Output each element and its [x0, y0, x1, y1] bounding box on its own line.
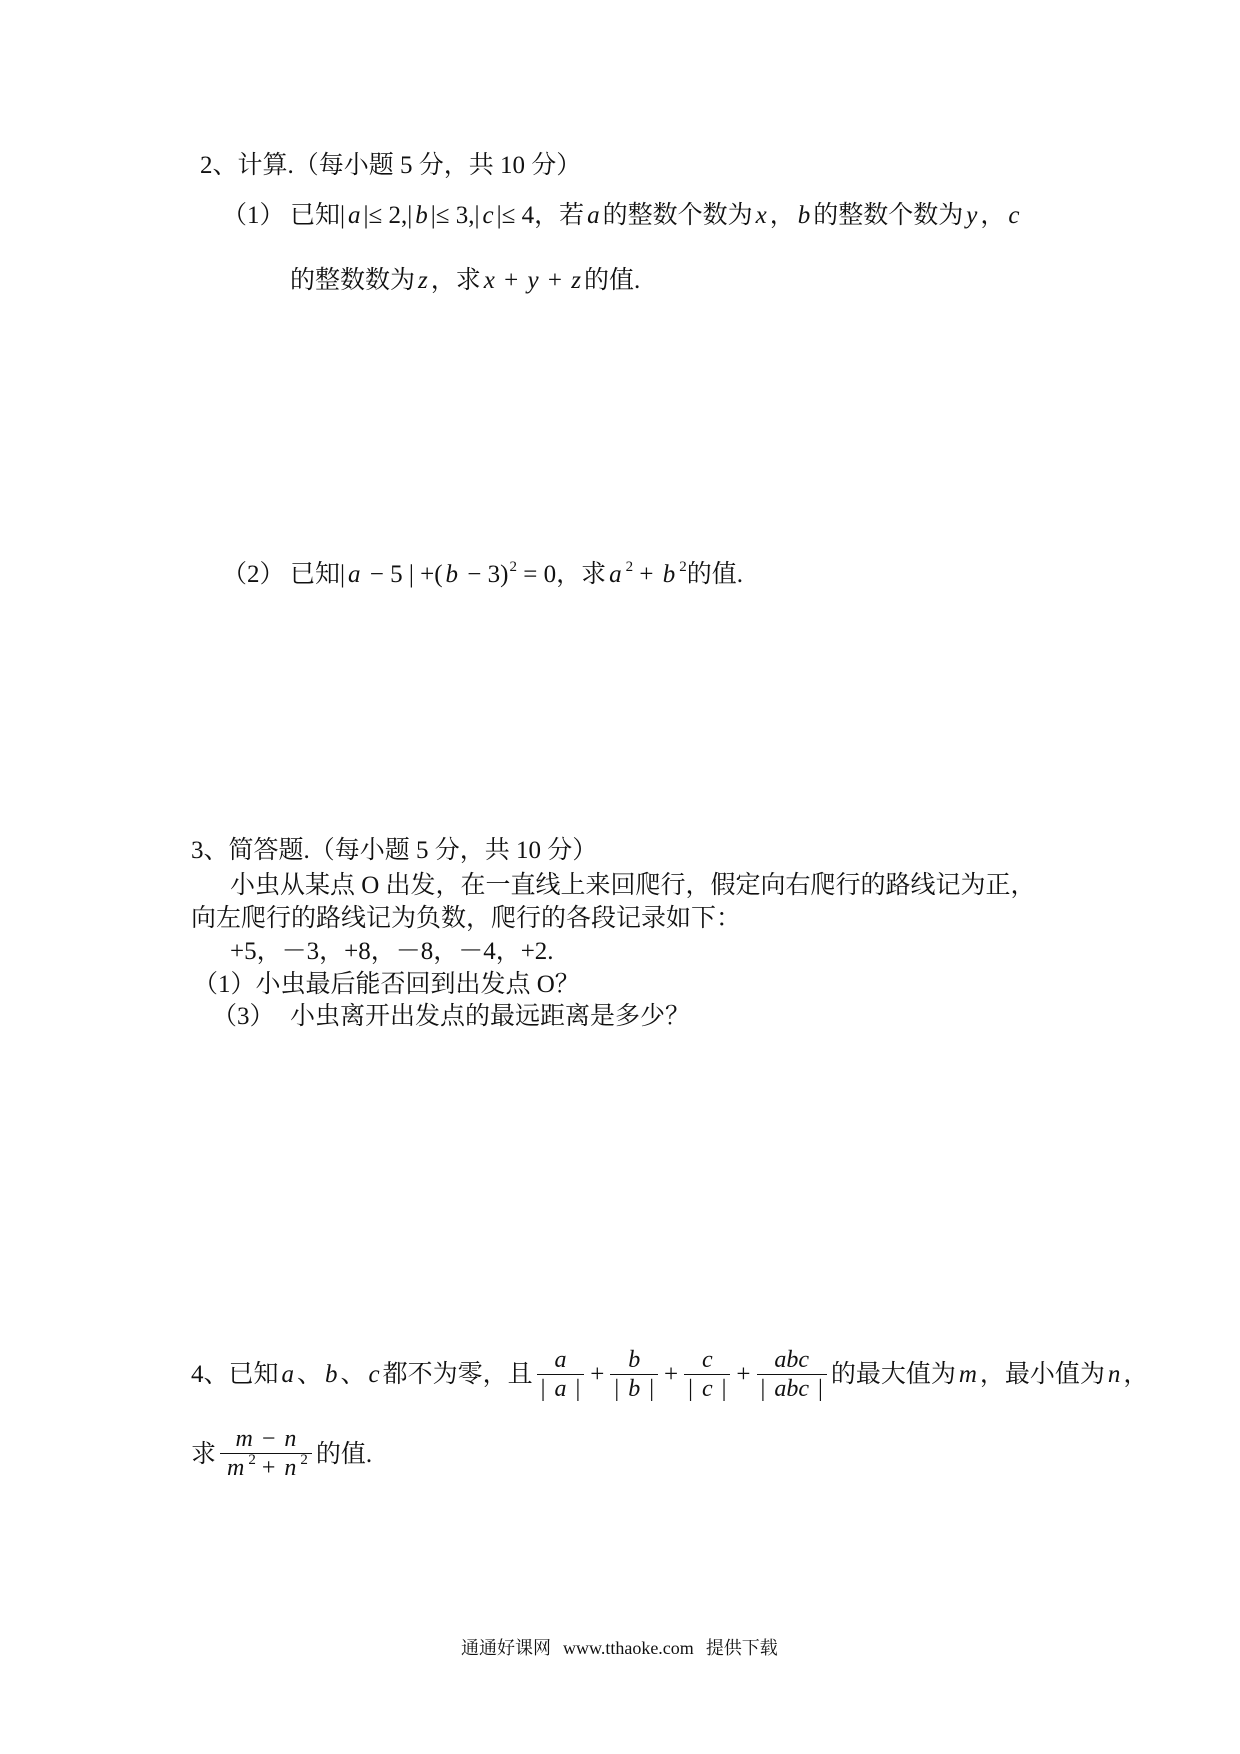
- fraction-denominator: [537, 1374, 585, 1403]
- math-var-m: m: [235, 1426, 253, 1452]
- math-var-b: b: [415, 202, 428, 229]
- text-segment: 求: [191, 1441, 217, 1468]
- math-var-z: z: [418, 267, 428, 294]
- fraction-c-over-abs-c: [684, 1346, 730, 1403]
- text-segment: ，最小值为: [979, 1360, 1105, 1388]
- math-var-c: c: [701, 1347, 713, 1373]
- text-segment: 的整数个数为: [602, 202, 753, 229]
- fraction-a-over-abs-a: [537, 1346, 585, 1403]
- text-segment: ，求: [430, 267, 481, 294]
- text-segment: − 5 | +(: [363, 561, 443, 588]
- text-segment: ，: [980, 202, 1006, 229]
- math-var-y: y: [966, 202, 978, 229]
- abs-bar-left: |: [688, 1376, 699, 1402]
- math-var-n: n: [284, 1455, 297, 1481]
- plus-operator: +: [664, 1360, 679, 1388]
- math-var-x: x: [483, 267, 495, 294]
- question-3-3-label: （3）: [212, 1003, 275, 1030]
- math-var-c: c: [482, 202, 494, 229]
- math-var-z: z: [571, 267, 581, 294]
- math-var-y: y: [527, 267, 539, 294]
- text-segment: = 0，求: [516, 561, 607, 588]
- text-segment: 、: [297, 1360, 323, 1388]
- text-segment: 已知|: [290, 202, 346, 229]
- text-segment: 4、已知: [191, 1360, 279, 1388]
- abs-bar-left: |: [760, 1376, 772, 1402]
- section3-heading: 3、简答题.（每小题 5 分，共 10 分）: [191, 837, 598, 864]
- section4-line2: [191, 1425, 372, 1485]
- math-var-a: a: [554, 1347, 567, 1373]
- text-segment: ，: [769, 202, 795, 229]
- text-segment: |≤ 4，若: [496, 202, 585, 229]
- math-var-b: b: [628, 1376, 641, 1402]
- math-var-b: b: [797, 202, 811, 229]
- section3-records: +5，－3，+8，－8，－4，+2.: [230, 938, 554, 965]
- text-segment: 的整数个数为: [813, 202, 964, 229]
- math-operator: +: [497, 267, 525, 294]
- abs-bar-right: |: [812, 1376, 823, 1402]
- math-var-a: a: [281, 1360, 295, 1388]
- math-var-a: a: [348, 561, 361, 588]
- fraction-numerator: [610, 1346, 658, 1374]
- fraction-denominator: [684, 1374, 730, 1403]
- fraction-denominator: [220, 1453, 312, 1485]
- section2-heading: 2、计算.（每小题 5 分，共 10 分）: [200, 152, 582, 179]
- abs-bar-right: |: [643, 1376, 655, 1402]
- text-segment: |≤ 3,|: [430, 202, 480, 229]
- text-segment: 的整数数为: [290, 267, 416, 294]
- math-var-c: c: [701, 1376, 713, 1402]
- fraction-numerator: [684, 1346, 730, 1374]
- math-var-c: c: [1008, 202, 1020, 229]
- fraction-abc-over-abs-abc: [757, 1346, 827, 1403]
- text-segment: 都不为零，且: [382, 1360, 533, 1388]
- exponent: 2: [300, 1452, 308, 1468]
- math-operator: +: [541, 267, 569, 294]
- question-3-3-text: 小虫离开出发点的最远距离是多少？: [290, 1003, 691, 1030]
- footer-site-name: 通通好课网: [461, 1638, 551, 1658]
- question-3-1: （1）小虫最后能否回到出发点 O？: [193, 971, 580, 998]
- text-segment: ，: [1123, 1360, 1149, 1388]
- math-var-abc: abc: [774, 1376, 809, 1402]
- abs-bar-left: |: [540, 1376, 552, 1402]
- exponent: 2: [679, 559, 687, 575]
- question-2-2-text: [290, 560, 743, 593]
- plus-operator: +: [736, 1360, 751, 1388]
- text-segment: − 3): [461, 561, 509, 588]
- math-var-m: m: [958, 1360, 977, 1388]
- section3-paragraph-line2: 向左爬行的路线记为负数，爬行的各段记录如下：: [191, 905, 742, 932]
- section3-paragraph-line1: 小虫从某点 O 出发，在一直线上来回爬行，假定向右爬行的路线记为正，: [230, 872, 1036, 899]
- abs-bar-right: |: [715, 1376, 727, 1402]
- abs-bar-left: |: [614, 1376, 626, 1402]
- math-operator: −: [255, 1426, 282, 1452]
- fraction-denominator: [757, 1374, 827, 1403]
- math-var-n: n: [284, 1426, 297, 1452]
- question-2-1-line2: [290, 266, 640, 296]
- exponent: 2: [509, 559, 517, 575]
- math-var-a: a: [587, 202, 600, 229]
- text-segment: 的值.: [315, 1441, 373, 1468]
- plus-operator: +: [590, 1360, 605, 1388]
- math-var-m: m: [227, 1455, 245, 1481]
- page-footer: [461, 1637, 790, 1659]
- text-segment: 的最大值为: [830, 1360, 956, 1388]
- footer-suffix: 提供下载: [705, 1638, 778, 1658]
- text-segment: 的值.: [686, 561, 743, 588]
- math-var-a: a: [348, 202, 361, 229]
- math-var-abc: abc: [774, 1347, 809, 1373]
- fraction-numerator: [537, 1346, 585, 1374]
- math-var-b: b: [628, 1347, 641, 1373]
- math-var-b: b: [662, 561, 676, 588]
- text-segment: 、: [340, 1360, 366, 1388]
- fraction-m-minus-n-over-m2-plus-n2: [220, 1425, 312, 1485]
- math-var-a: a: [554, 1376, 567, 1402]
- math-var-c: c: [368, 1360, 380, 1388]
- text-segment: 的值.: [583, 267, 641, 294]
- text-segment: 已知|: [290, 561, 346, 588]
- fraction-b-over-abs-b: [610, 1346, 658, 1403]
- exponent: 2: [625, 559, 634, 575]
- question-2-2-label: （2）: [222, 561, 285, 588]
- math-var-b: b: [325, 1360, 338, 1388]
- math-var-b: b: [445, 561, 459, 588]
- math-var-x: x: [755, 202, 767, 229]
- exponent: 2: [248, 1452, 256, 1468]
- question-2-1-line1: [290, 201, 1022, 231]
- question-2-1-label: （1）: [222, 202, 285, 229]
- math-operator: +: [255, 1455, 282, 1481]
- footer-url: www.tthaoke.com: [563, 1638, 694, 1658]
- fraction-denominator: [610, 1374, 658, 1403]
- text-segment: |≤ 2,|: [363, 202, 413, 229]
- abs-bar-right: |: [569, 1376, 581, 1402]
- math-var-a: a: [609, 561, 622, 588]
- math-var-n: n: [1107, 1360, 1121, 1388]
- math-operator: +: [633, 561, 660, 588]
- fraction-numerator: [757, 1346, 827, 1374]
- section4-line1: [191, 1346, 1148, 1403]
- fraction-numerator: [220, 1425, 312, 1453]
